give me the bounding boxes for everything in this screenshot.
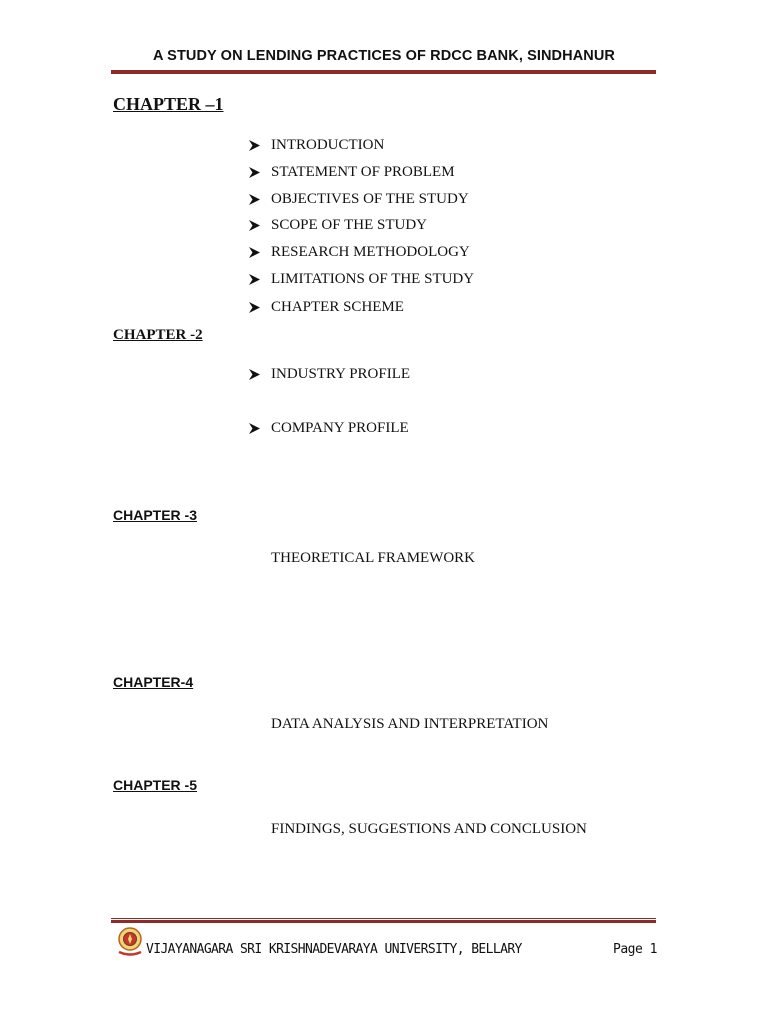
list-item-label: RESEARCH METHODOLOGY [271,244,470,260]
list-item [249,137,384,154]
footer-rule [111,920,656,923]
university-emblem-icon [115,926,145,958]
list-item-label: SCOPE OF THE STUDY [271,217,427,233]
list-item [249,164,455,181]
arrowhead-bullet-icon [249,140,271,151]
list-item-label: CHAPTER SCHEME [271,299,404,315]
arrowhead-bullet-icon [249,194,271,205]
list-item [249,299,404,316]
list-item [249,191,469,208]
list-item [249,217,427,234]
chapter-1-heading: CHAPTER –1 [113,94,224,114]
arrowhead-bullet-icon [249,423,271,434]
chapter-2-heading: CHAPTER -2 [113,327,203,343]
list-item-label: COMPANY PROFILE [271,420,409,436]
list-item-label: INDUSTRY PROFILE [271,366,411,382]
page-header-title: A STUDY ON LENDING PRACTICES OF RDCC BANK, SINDHANUR [153,48,615,64]
list-item-label: LIMITATIONS OF THE STUDY [271,271,475,287]
list-item [249,366,410,383]
footer-rule-thin [111,918,656,919]
chapter-4-content: DATA ANALYSIS AND INTERPRETATION [271,716,549,732]
chapter-3-content: THEORETICAL FRAMEWORK [271,550,476,566]
chapter-3-heading: CHAPTER -3 [113,507,198,523]
list-item [249,244,470,261]
chapter-5-heading: CHAPTER -5 [113,777,198,793]
arrowhead-bullet-icon [249,274,271,285]
footer-page-number: Page 1 [613,942,657,957]
chapter-5-content: FINDINGS, SUGGESTIONS AND CONCLUSION [271,821,587,837]
arrowhead-bullet-icon [249,369,271,380]
header-rule [111,70,656,74]
list-item [249,420,409,437]
list-item-label: OBJECTIVES OF THE STUDY [271,191,469,207]
arrowhead-bullet-icon [249,220,271,231]
footer-university-name: VIJAYANAGARA SRI KRISHNADEVARAYA UNIVERSITY, BELLARY [146,942,522,957]
arrowhead-bullet-icon [249,167,271,178]
list-item-label: INTRODUCTION [271,137,385,153]
list-item [249,271,474,288]
arrowhead-bullet-icon [249,247,271,258]
list-item-label: STATEMENT OF PROBLEM [271,164,455,180]
chapter-4-heading: CHAPTER-4 [113,674,194,690]
arrowhead-bullet-icon [249,302,271,313]
